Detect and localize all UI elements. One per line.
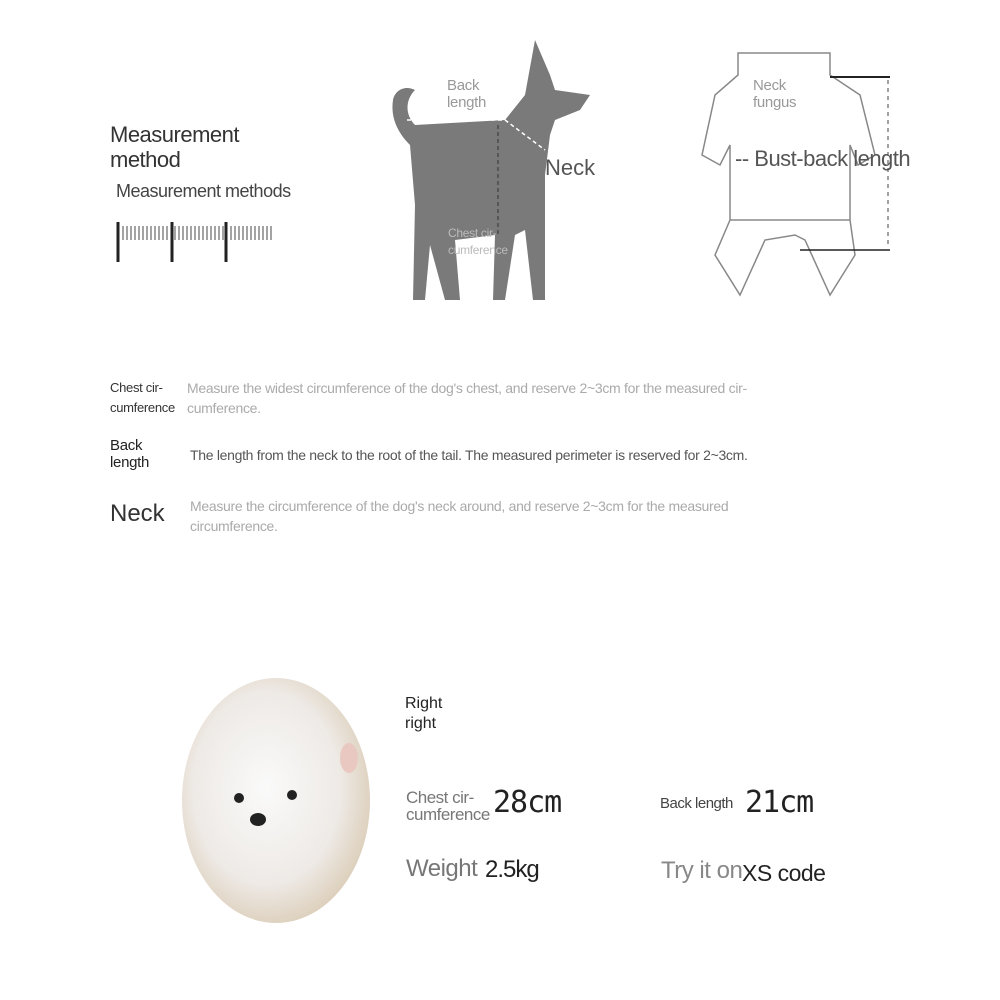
row-desc-chest: Measure the widest circumference of the dog's chest, and reserve 2~3cm for the measured cir-cumference. — [187, 380, 747, 416]
back-spec-label: Back length — [660, 795, 733, 812]
row-desc-back: The length from the neck to the root of the tail. The measured perimeter is reserved for 2~3cm. — [190, 447, 748, 463]
model-dog-photo — [182, 678, 370, 923]
weight-value: 2.5kg — [485, 856, 539, 883]
model-heading: Right right — [405, 695, 443, 732]
ruler-icon — [112, 218, 282, 264]
weight-label: Weight — [406, 855, 478, 882]
page-title: Measurement method — [110, 122, 240, 172]
back-length-label: Back length — [447, 77, 487, 111]
try-on-value: XS code — [742, 860, 826, 886]
chest-spec-value: 28cm — [493, 785, 562, 820]
back-spec-value: 21cm — [745, 785, 814, 820]
neck-label: Neck — [545, 155, 596, 180]
chest-spec-label: Chest cir-cumference — [406, 788, 490, 824]
page-subtitle: Measurement methods — [116, 181, 291, 201]
bust-back-label: -- Bust-back length — [735, 146, 911, 171]
row-desc-neck: Measure the circumference of the dog's neck around, and reserve 2~3cm for the measured circumference. — [190, 498, 729, 534]
row-label-back: Back length — [110, 437, 150, 471]
row-label-chest: Chest cir-cumference — [110, 380, 175, 415]
chest-label: Chest cir-cumference — [448, 226, 508, 257]
try-on-label: Try it on — [661, 857, 743, 884]
neck-fungus-label: Neck fungus — [753, 77, 797, 111]
row-label-neck: Neck — [110, 500, 165, 527]
